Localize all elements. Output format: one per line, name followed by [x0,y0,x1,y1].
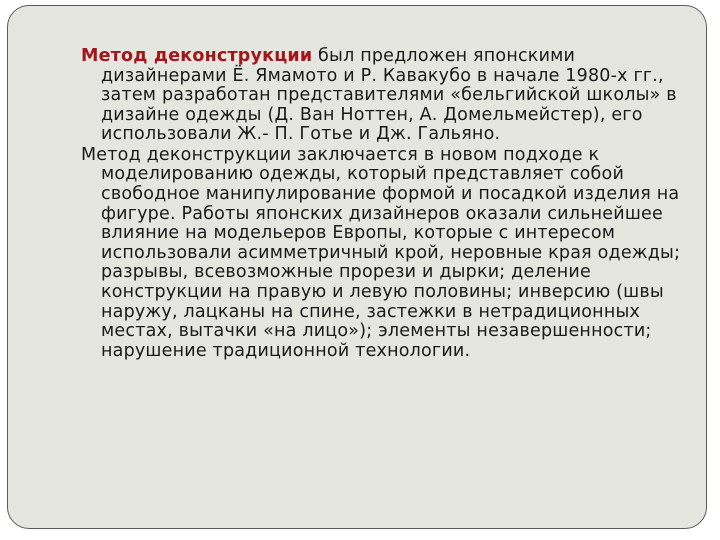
slide-frame [7,5,707,529]
term-deconstruction-method: Метод деконструкции [81,46,313,66]
paragraph-history [81,47,693,145]
paragraph-definition-text: Метод деконструкции заключается в новом подходе к моделированию одежды, который представляет собой свободное манипулирование формой и посадкой изделия на фигуре. Работы японских дизайнеров оказали сильнейшее влияние на модельеров Европы, которые с интересом использовали асимметричный крой, неровные края одежды; разрывы, всевозможные прорези и дырки; деление конструкции на правую и левую половины; инверсию (швы наружу, лацканы на спине, застежки в нетрадиционных местах, вытачки «на лицо»); элементы незавершенности; нарушение традиционной технологии. [81,144,681,361]
paragraph-definition [81,146,693,362]
slide-body [81,47,693,362]
paragraph-history-text: был предложен японскими дизайнерами Ё. Ямамото и Р. Кавакубо в начале 1980-х гг., затем разработан представителями «бельгийской школы» в дизайне одежды (Д. Ван Ноттен, А. Домельмейстер), его использовали Ж.- П. Готье и Дж. Гальяно. [101,46,677,145]
